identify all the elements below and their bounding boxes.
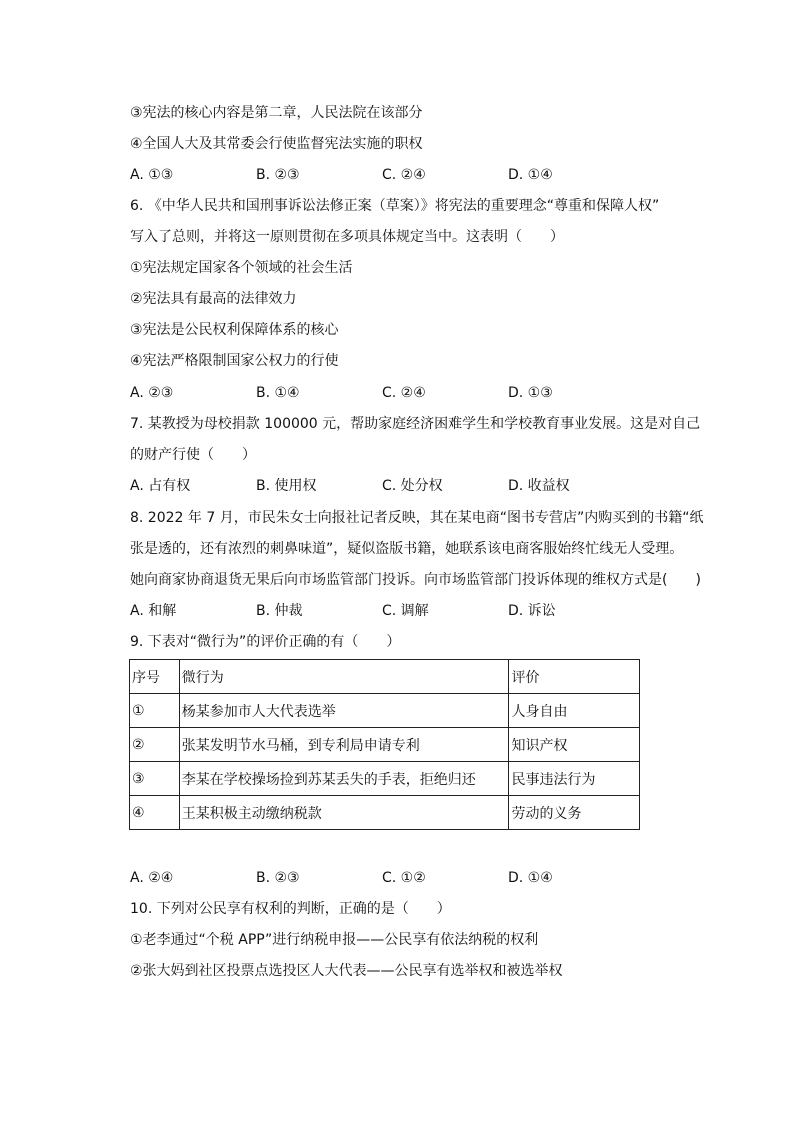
table-cell-behavior: 王某积极主动缴纳税款 (179, 796, 509, 830)
table-cell-index: ④ (130, 796, 180, 830)
table-row (130, 762, 640, 796)
q9-option-d[interactable]: D. ①④ (508, 870, 553, 886)
q5-statement-4: ④全国人大及其常委会行使监督宪法实施的职权 (130, 136, 423, 152)
q5-option-a[interactable]: A. ①③ (130, 167, 174, 183)
q7-option-a[interactable]: A. 占有权 (130, 478, 191, 494)
table-cell-index: ③ (130, 762, 180, 796)
q9-option-a[interactable]: A. ②④ (130, 870, 174, 886)
table-cell-evaluation: 民事违法行为 (509, 762, 640, 796)
q6-statement-4: ④宪法严格限制国家公权力的行使 (130, 353, 339, 369)
table-cell-evaluation: 人身自由 (509, 694, 640, 728)
q9-stem: 9. 下表对“微行为”的评价正确的有（ ） (130, 634, 401, 650)
q7-stem-line-1: 7. 某教授为母校捐款 100000 元，帮助家庭经济困难学生和学校教育事业发展。这是对自己 (130, 416, 701, 432)
q6-option-b[interactable]: B. ①④ (256, 385, 300, 401)
table-header-index: 序号 (130, 660, 180, 694)
q9-option-b[interactable]: B. ②③ (256, 870, 300, 886)
q10-stem: 10. 下列对公民享有权利的判断，正确的是（ ） (130, 901, 451, 917)
table-cell-behavior: 李某在学校操场捡到苏某丢失的手表，拒绝归还 (179, 762, 509, 796)
table-row (130, 796, 640, 830)
q8-stem-line-1: 8. 2022 年 7 月，市民朱女士向报社记者反映，其在某电商“图书专营店”内购买到的书籍“纸 (130, 510, 704, 526)
q8-stem-line-3: 她向商家协商退货无果后向市场监管部门投诉。向市场监管部门投诉体现的维权方式是( ) (130, 572, 701, 588)
q6-stem-line-2: 写入了总则，并将这一原则贯彻在多项具体规定当中。这表明（ ） (130, 229, 564, 245)
q9-evaluation-table (129, 659, 640, 830)
table-cell-behavior: 杨某参加市人大代表选举 (179, 694, 509, 728)
table-cell-evaluation: 知识产权 (509, 728, 640, 762)
q6-option-a[interactable]: A. ②③ (130, 385, 174, 401)
table-cell-index: ① (130, 694, 180, 728)
table-row (130, 728, 640, 762)
q8-option-c[interactable]: C. 调解 (382, 603, 429, 619)
q8-stem-line-2: 张是透的，还有浓烈的刺鼻味道”，疑似盗版书籍，她联系该电商客服始终忙线无人受理。 (130, 541, 684, 557)
q5-option-d[interactable]: D. ①④ (508, 167, 553, 183)
q6-option-c[interactable]: C. ②④ (382, 385, 426, 401)
table-cell-behavior: 张某发明节水马桶，到专利局申请专利 (179, 728, 509, 762)
q6-option-d[interactable]: D. ①③ (508, 385, 553, 401)
q10-statement-1: ①老李通过“个税 APP”进行纳税申报——公民享有依法纳税的权利 (130, 932, 539, 948)
q10-statement-2: ②张大妈到社区投票点选投区人大代表——公民享有选举权和被选举权 (130, 963, 563, 979)
q8-option-d[interactable]: D. 诉讼 (508, 603, 556, 619)
q5-option-c[interactable]: C. ②④ (382, 167, 426, 183)
table-cell-index: ② (130, 728, 180, 762)
q5-statement-3: ③宪法的核心内容是第二章，人民法院在该部分 (130, 105, 423, 121)
q6-statement-2: ②宪法具有最高的法律效力 (130, 291, 297, 307)
table-header-behavior: 微行为 (179, 660, 509, 694)
table-cell-evaluation: 劳动的义务 (509, 796, 640, 830)
table-header-row (130, 660, 640, 694)
q9-option-c[interactable]: C. ①② (382, 870, 426, 886)
q8-option-a[interactable]: A. 和解 (130, 603, 177, 619)
q7-stem-line-2: 的财产行使（ ） (130, 447, 256, 463)
q6-statement-1: ①宪法规定国家各个领域的社会生活 (130, 260, 353, 276)
table-header-evaluation: 评价 (509, 660, 640, 694)
q7-option-b[interactable]: B. 使用权 (256, 478, 317, 494)
q5-option-b[interactable]: B. ②③ (256, 167, 300, 183)
q6-statement-3: ③宪法是公民权利保障体系的核心 (130, 322, 339, 338)
q7-option-c[interactable]: C. 处分权 (382, 478, 443, 494)
q8-option-b[interactable]: B. 仲裁 (256, 603, 303, 619)
q7-option-d[interactable]: D. 收益权 (508, 478, 570, 494)
q6-stem-line-1: 6. 《中华人民共和国刑事诉讼法修正案（草案）》将宪法的重要理念“尊重和保障人权” (130, 198, 660, 214)
table-row (130, 694, 640, 728)
